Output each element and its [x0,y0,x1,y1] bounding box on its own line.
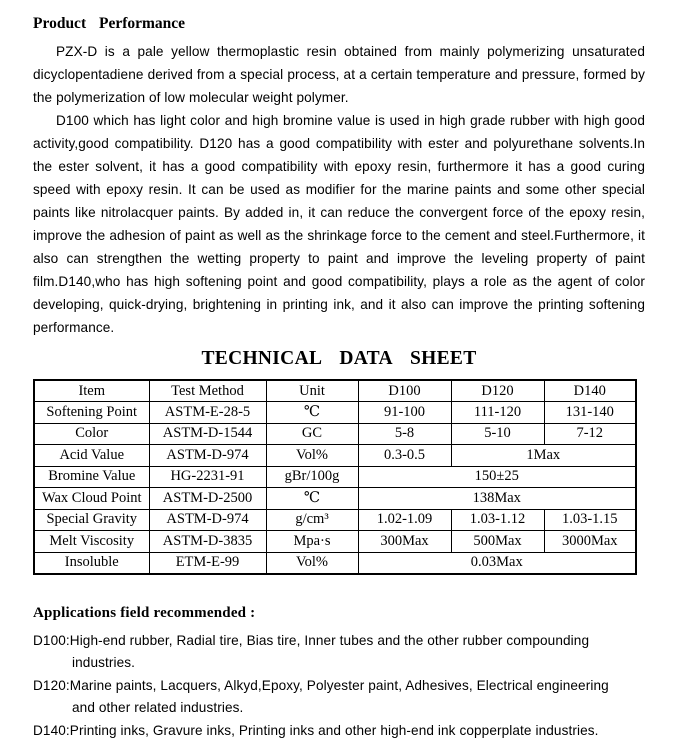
table-cell: 300Max [358,531,451,553]
table-cell: ASTM-E-28-5 [149,402,266,424]
table-cell: 131-140 [544,402,636,424]
table-cell: ASTM-D-1544 [149,423,266,445]
table-cell: GC [266,423,358,445]
table-cell: Vol% [266,445,358,467]
table-cell: Vol% [266,552,358,574]
table-row [34,552,636,574]
table-cell: Wax Cloud Point [34,488,149,510]
product-performance-heading: Product Performance [33,15,645,33]
product-performance-paragraph-1: PZX-D is a pale yellow thermoplastic resin obtained from mainly polymerizing unsaturated dicyclopentadiene derived from a special process, at a certain temperature and pressure, formed by the polymerization of low molecular weight polymer. [33,40,645,109]
table-cell: Color [34,423,149,445]
table-cell: Mpa·s [266,531,358,553]
application-entry-d120-line-1: D120:Marine paints, Lacquers, Alkyd,Epoxy, Polyester paint, Adhesives, Electrical engineering [33,675,645,698]
table-cell-merged: 150±25 [358,466,636,488]
header-cell-d100: D100 [358,380,451,402]
table-cell: 7-12 [544,423,636,445]
table-cell: Bromine Value [34,466,149,488]
table-cell: gBr/100g [266,466,358,488]
table-cell: ℃ [266,488,358,510]
table-cell-merged: 138Max [358,488,636,510]
table-row [34,402,636,424]
applications-heading: Applications field recommended : [33,605,645,622]
table-cell-merged: 1Max [451,445,636,467]
table-cell: ASTM-D-974 [149,445,266,467]
table-cell: 1.03-1.15 [544,509,636,531]
header-cell-method: Test Method [149,380,266,402]
header-cell-d140: D140 [544,380,636,402]
header-cell-unit: Unit [266,380,358,402]
table-row [34,423,636,445]
application-entry-d100-line-1: D100:High-end rubber, Radial tire, Bias tire, Inner tubes and the other rubber compounding [33,630,645,653]
application-entry-d100-line-2: industries. [33,652,645,675]
applications-list [33,630,645,742]
table-header-row [34,380,636,402]
table-cell: 5-8 [358,423,451,445]
application-entry-d120-line-2: and other related industries. [33,697,645,720]
table-cell: 91-100 [358,402,451,424]
table-cell: HG-2231-91 [149,466,266,488]
table-cell: ℃ [266,402,358,424]
table-cell: Special Gravity [34,509,149,531]
table-cell: 1.02-1.09 [358,509,451,531]
header-cell-item: Item [34,380,149,402]
table-cell: g/cm³ [266,509,358,531]
table-cell: ASTM-D-974 [149,509,266,531]
table-cell: 3000Max [544,531,636,553]
application-entry-d140-line-1: D140:Printing inks, Gravure inks, Printing inks and other high-end ink copperplate industries. [33,720,645,742]
table-row [34,488,636,510]
table-cell: 1.03-1.12 [451,509,544,531]
table-cell: 111-120 [451,402,544,424]
table-cell: 500Max [451,531,544,553]
technical-data-table [33,379,637,575]
header-cell-d120: D120 [451,380,544,402]
table-row [34,509,636,531]
table-cell: Softening Point [34,402,149,424]
table-cell: 5-10 [451,423,544,445]
table-cell: ASTM-D-3835 [149,531,266,553]
table-cell: ASTM-D-2500 [149,488,266,510]
table-cell: Acid Value [34,445,149,467]
product-performance-paragraph-2: D100 which has light color and high bromine value is used in high grade rubber with high good activity,good compatibility. D120 has a good compatibility with ester and polyurethane solvents.In the ester solvent, it has a good compatibility with epoxy resin, furthermore it has a good curing speed with epoxy resin. It can be used as modifier for the marine paints and some other special paints like nitrolacquer paints. By added in, it can reduce the convergent force of the epoxy resin, improve the adhesion of paint as well as the shrinkage force to the cement and steel.Furthermore, it also can strengthen the wetting property to paint and improve the leveling property of paint film.D140,who has high softening point and good compatibility, plays a role as the agent of color developing, quick-drying, brightening in printing ink, and it also can improve the printing softening performance. [33,109,645,339]
table-cell: 0.3-0.5 [358,445,451,467]
technical-data-sheet-title: TECHNICAL DATA SHEET [33,348,645,370]
table-row [34,445,636,467]
table-row [34,466,636,488]
table-row [34,531,636,553]
table-cell: Insoluble [34,552,149,574]
table-cell: ETM-E-99 [149,552,266,574]
table-cell-merged: 0.03Max [358,552,636,574]
table-cell: Melt Viscosity [34,531,149,553]
